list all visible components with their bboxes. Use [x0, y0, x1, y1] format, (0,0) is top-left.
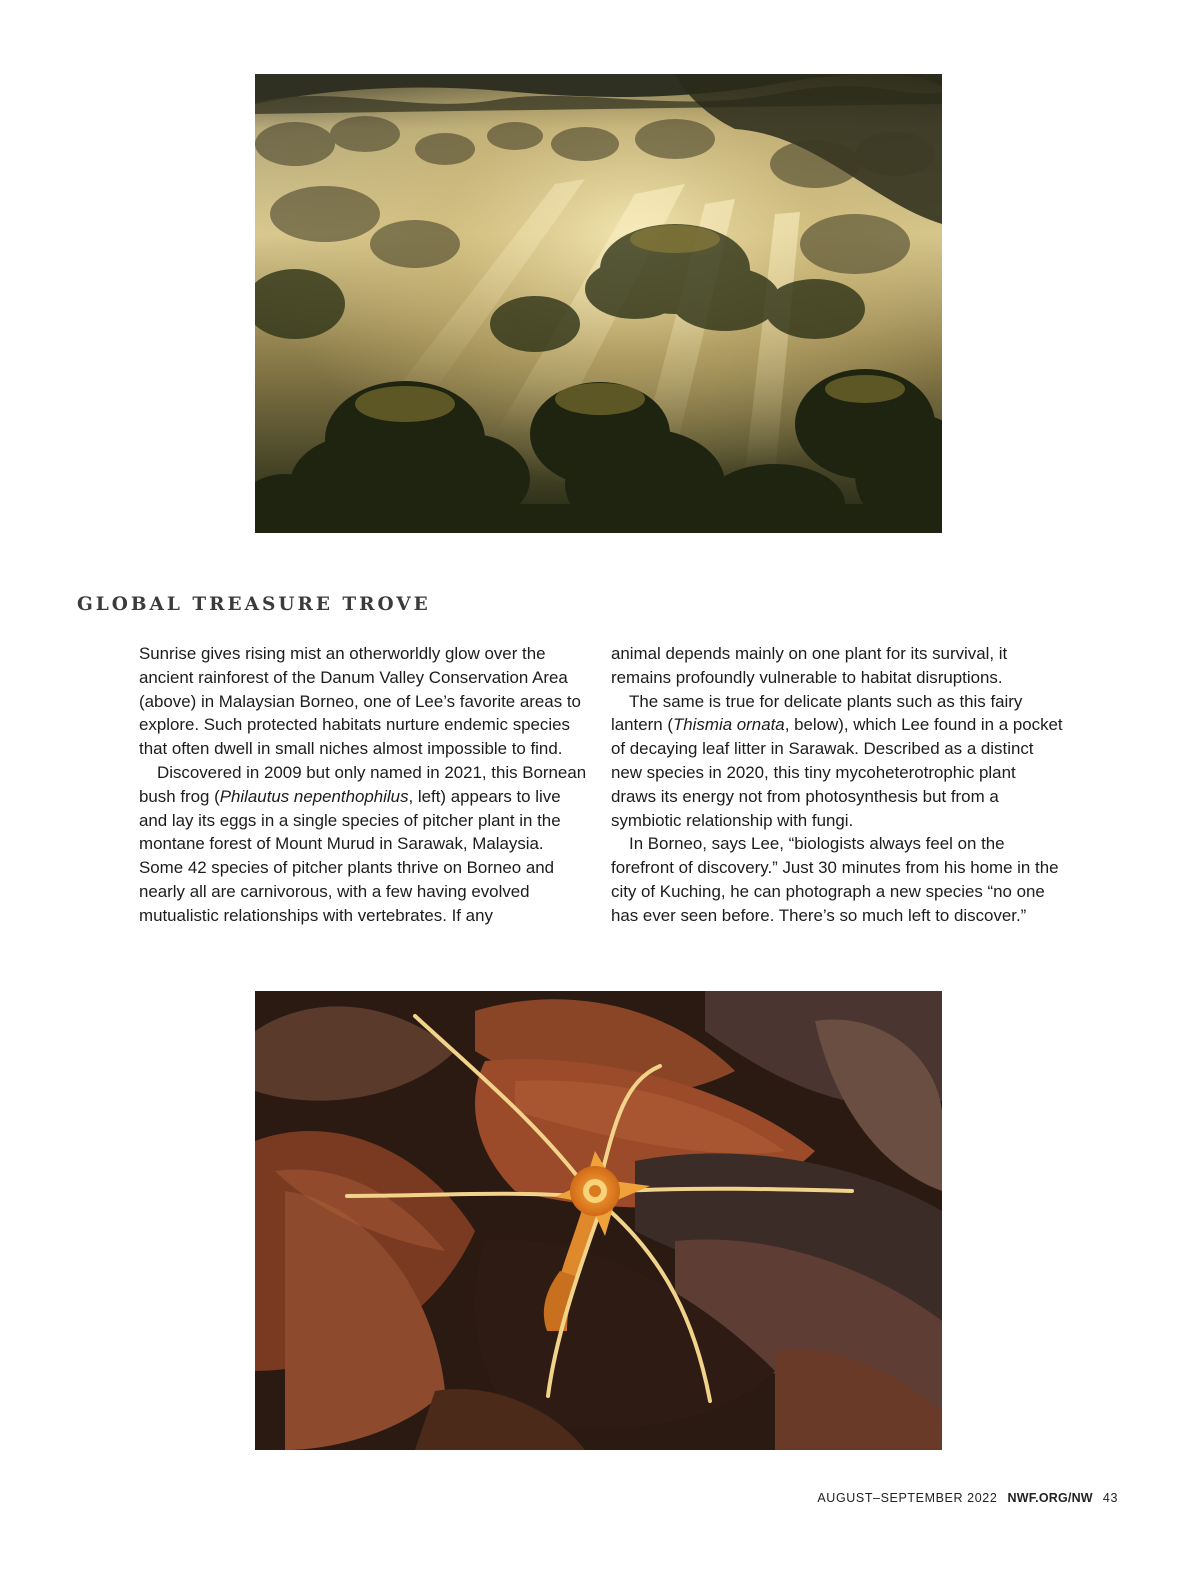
paragraph: animal depends mainly on one plant for its survival, it remains profoundly vulnerable to habitat disruptions.: [611, 644, 1008, 687]
text-column-right: [611, 642, 1063, 928]
paragraph-text: , left) appears to live and lay its eggs in a single species of pitcher plant in the montane forest of Mount Murud in Sarawak, Malaysia. Some 42 species of pitcher plants thrive on Borneo and nearly all are carnivorous, with a few having evolved mutualistic relationships with vertebrates. If any: [139, 786, 561, 925]
fairy-lantern-photo: [255, 991, 942, 1450]
species-name: Philautus nepenthophilus: [219, 786, 409, 806]
rainforest-canopy-photo: [255, 74, 942, 533]
paragraph-text: , below), which Lee found in a pocket of decaying leaf litter in Sarawak. Described as a distinct new species in 2020, this tiny mycoheterotrophic plant draws its energy not from photosynthesis but from a symbiotic relationship with fungi.: [611, 715, 1063, 830]
rainforest-canopy-image: [255, 74, 942, 533]
page-number: 43: [1102, 1491, 1118, 1505]
paragraph: [139, 761, 591, 928]
text-column-left: [139, 642, 591, 928]
fairy-lantern-image: [255, 991, 942, 1450]
paragraph: Sunrise gives rising mist an otherworldly glow over the ancient rainforest of the Danum Valley Conservation Area (above) in Malaysian Borneo, one of Lee’s favorite areas to explore. Such protected habitats nurture endemic species that often dwell in small niches almost impossible to find.: [139, 644, 581, 759]
page-footer: [817, 1491, 1118, 1505]
species-name: Thismia ornata: [672, 715, 785, 735]
paragraph-text: The same is true for delicate plants such as this fairy lantern (: [611, 691, 1023, 735]
paragraph: In Borneo, says Lee, “biologists always feel on the forefront of discovery.” Just 30 minutes from his home in the city of Kuching, he can photograph a new species “no one has ever seen before. There’s so much left to discover.”: [611, 834, 1059, 925]
site-link[interactable]: NWF.ORG/NW: [1007, 1491, 1093, 1505]
paragraph-text: Discovered in 2009 but only named in 2021, this Bornean bush frog (: [139, 762, 587, 806]
section-heading: GLOBAL TREASURE TROVE: [77, 594, 431, 615]
paragraph: [611, 690, 1063, 833]
issue-date: AUGUST–SEPTEMBER 2022: [817, 1491, 998, 1505]
